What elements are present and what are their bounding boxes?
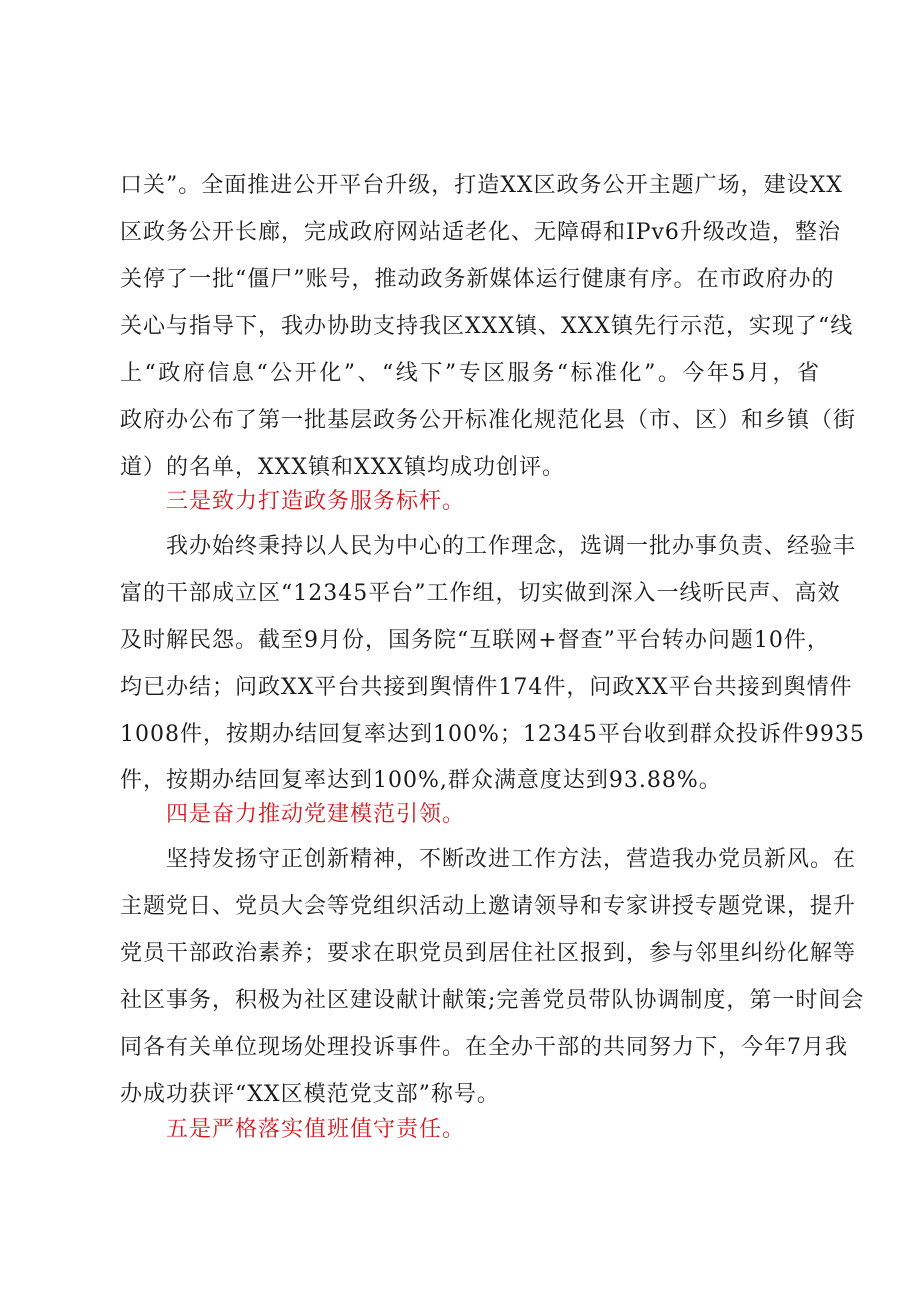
paragraph-2-line-2: 富的干部成立区“12345平台”工作组，切实做到深入一线听民声、高效 — [120, 581, 841, 606]
paragraph-1-line-6: 政府办公布了第一批基层政务公开标准化规范化县（市、区）和乡镇（街 — [120, 408, 857, 433]
paragraph-1-line-5: 上“政府信息“公开化”、“线下”专区服务“标准化”。今年5月，省 — [120, 361, 820, 386]
paragraph-3-line-5: 同各有关单位现场处理投诉事件。在全办干部的共同努力下，今年7月我 — [120, 1035, 848, 1060]
paragraph-2-line-6: 件，按期办结回复率达到100%,群众满意度达到93.88%。 — [120, 768, 722, 793]
paragraph-1-line-2: 区政务公开长廊，完成政府网站适老化、无障碍和IPv6升级改造，整治 — [120, 220, 841, 245]
section-heading-4: 四是奋力推动党建模范引领。 — [166, 802, 466, 827]
paragraph-3-line-2: 主题党日、党员大会等党组织活动上邀请领导和专家讲授专题党课，提升 — [120, 894, 857, 919]
paragraph-3-line-4: 社区事务，积极为社区建设献计献策;完善党员带队协调制度，第一时间会 — [120, 988, 865, 1013]
paragraph-2-line-1: 我办始终秉持以人民为中心的工作理念，选调一批办事负责、经验丰 — [166, 534, 857, 559]
paragraph-1-line-4: 关心与指导下，我办协助支持我区XXX镇、XXX镇先行示范，实现了“线 — [120, 314, 854, 339]
paragraph-1-line-7: 道）的名单，XXX镇和XXX镇均成功创评。 — [120, 455, 565, 480]
paragraph-2-line-4: 均已办结；问政XX平台共接到舆情件174件，问政XX平台共接到舆情件 — [120, 675, 853, 700]
paragraph-3-line-6: 办成功获评“XX区模范党支部”称号。 — [120, 1082, 500, 1107]
paragraph-3-line-1: 坚持发扬守正创新精神，不断改进工作方法，营造我办党员新风。在 — [166, 847, 857, 872]
paragraph-2-line-3: 及时解民怨。截至9月份，国务院“互联网+督查”平台转办问题10件， — [120, 628, 830, 653]
paragraph-2-line-5: 1008件，按期办结回复率达到100%；12345平台收到群众投诉件9935 — [120, 722, 865, 747]
paragraph-1-line-3: 关停了一批“僵尸”账号，推动政务新媒体运行健康有序。在市政府办的 — [120, 267, 835, 292]
paragraph-1-line-1: 口关”。全面推进公开平台升级，打造XX区政务公开主题广场，建设XX — [120, 173, 843, 198]
section-heading-5: 五是严格落实值班值守责任。 — [166, 1117, 466, 1142]
section-heading-3: 三是致力打造政务服务标杆。 — [166, 489, 466, 514]
paragraph-3-line-3: 党员干部政治素养；要求在职党员到居住社区报到，参与邻里纠纷化解等 — [120, 941, 857, 966]
